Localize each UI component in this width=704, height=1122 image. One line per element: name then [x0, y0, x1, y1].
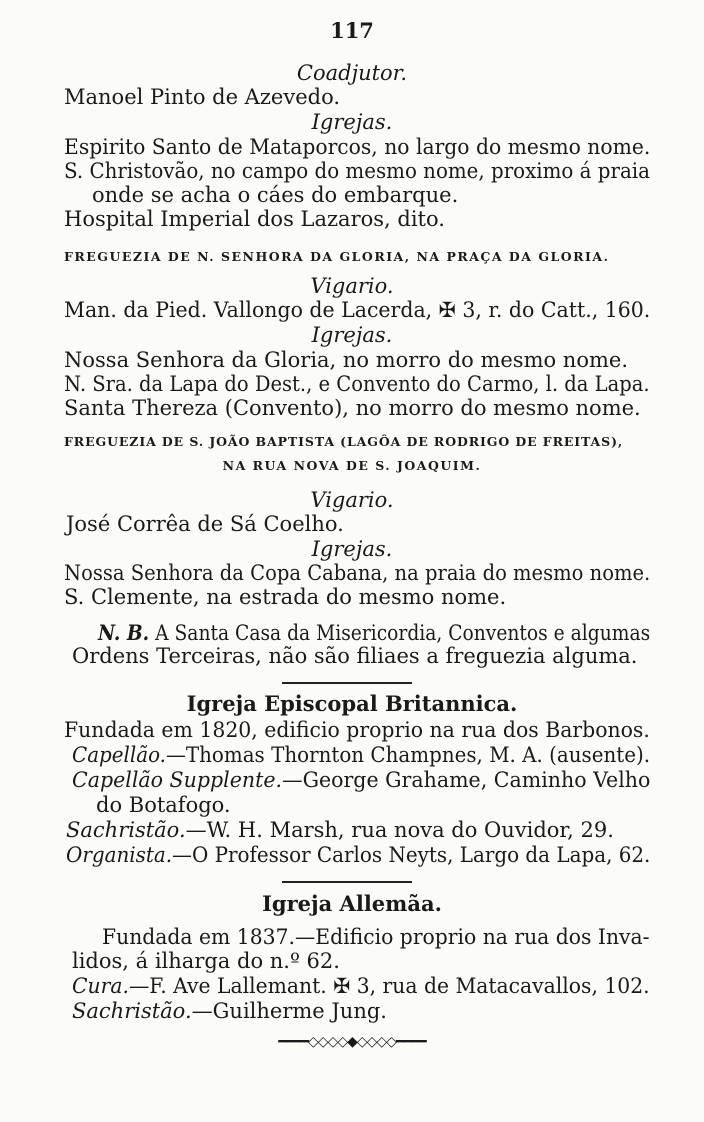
freguezia-gloria-header: FREGUEZIA DE N. SENHORA DA GLORIA, NA PRAÇA DA GLORIA.	[64, 249, 610, 264]
vigario-heading-gloria: Vigario.	[310, 274, 394, 298]
freguezia-joao-header-2: NA RUA NOVA DE S. JOAQUIM.	[222, 458, 482, 473]
church-line: Santa Thereza (Convento), no morro do mesmo nome.	[64, 396, 641, 420]
church-line: S. Christovão, no campo do mesmo nome, proximo á praia	[64, 159, 650, 183]
sachristao-text: —W. H. Marsh, rua nova do Ouvidor, 29.	[185, 818, 614, 842]
allemaa-sachristao	[72, 1001, 387, 1022]
ornament-divider: ━━━━◇◇◇◇◆◇◇◇◇━━━━	[278, 1034, 426, 1050]
britannica-supplente	[72, 770, 650, 791]
cura-text: —F. Ave Lallemant. ✠ 3, rua de Matacavallos, 102.	[128, 974, 650, 998]
vigario-heading-joao: Vigario.	[310, 488, 394, 512]
coadjutor-heading: Coadjutor.	[296, 61, 408, 85]
allemaa-cura	[72, 976, 650, 997]
section-rule	[282, 682, 412, 684]
britannica-capellao	[72, 745, 650, 766]
capellao-label: Capellão.	[72, 743, 167, 767]
organista-text: —O Professor Carlos Neyts, Largo da Lapa, 62.	[172, 843, 651, 867]
freguezia-joao-header: FREGUEZIA DE S. JOÃO BAPTISTA (LAGÔA DE RODRIGO DE FREITAS),	[64, 434, 624, 449]
allemaa-sachristao-text: —Guilherme Jung.	[191, 999, 387, 1023]
supplente-label: Capellão Supplente.	[72, 768, 283, 792]
igrejas-heading-joao: Igrejas.	[311, 537, 393, 561]
sachristao-label: Sachristão.	[66, 818, 186, 842]
church-line: N. Sra. da Lapa do Dest., e Convento do Carmo, l. da Lapa.	[64, 372, 650, 396]
church-line: onde se acha o cáes do embarque.	[92, 183, 459, 207]
cura-label: Cura.	[72, 974, 129, 998]
nb-line-2: Ordens Terceiras, não são filiaes a freguezia alguma.	[72, 644, 638, 668]
organista-label: Organista.	[66, 843, 173, 867]
igrejas-heading-1: Igrejas.	[311, 110, 393, 134]
church-line: Nossa Senhora da Gloria, no morro do mesmo nome.	[64, 348, 628, 372]
nb-line-1	[98, 622, 650, 644]
allemaa-title: Igreja Allemãa.	[262, 891, 442, 916]
igrejas-heading-gloria: Igrejas.	[311, 323, 393, 347]
nb-label: N. B.	[98, 620, 150, 645]
page-number: 117	[330, 18, 374, 43]
church-line: S. Clemente, na estrada do mesmo nome.	[64, 585, 507, 609]
allemaa-fundada-2: lidos, á ilharga do n.º 62.	[72, 949, 340, 973]
church-line: Hospital Imperial dos Lazaros, dito.	[64, 207, 445, 231]
church-line: Nossa Senhora da Copa Cabana, na praia do mesmo nome.	[64, 561, 651, 585]
nb-text: A Santa Casa da Misericordia, Conventos e algumas	[155, 621, 651, 645]
coadjutor-name: Manoel Pinto de Azevedo.	[64, 85, 341, 109]
allemaa-fundada-1: Fundada em 1837.—Edificio proprio na rua dos Inva-	[102, 925, 650, 949]
allemaa-sachristao-label: Sachristão.	[72, 999, 192, 1023]
supplente-cont: do Botafogo.	[96, 793, 231, 817]
britannica-sachristao	[66, 820, 614, 841]
supplente-text: —George Grahame, Caminho Velho	[282, 768, 651, 792]
vigario-gloria: Man. da Pied. Vallongo de Lacerda, ✠ 3, r. do Catt., 160.	[64, 298, 651, 322]
church-line: Espirito Santo de Mataporcos, no largo do mesmo nome.	[64, 135, 651, 159]
britannica-title: Igreja Episcopal Britannica.	[186, 691, 518, 716]
britannica-fundada: Fundada em 1820, edificio proprio na rua dos Barbonos.	[64, 718, 650, 742]
britannica-organista	[66, 845, 650, 866]
vigario-joao: José Corrêa de Sá Coelho.	[66, 512, 344, 536]
section-rule	[282, 881, 412, 883]
capellao-text: —Thomas Thornton Champnes, M. A. (ausente).	[166, 743, 651, 767]
